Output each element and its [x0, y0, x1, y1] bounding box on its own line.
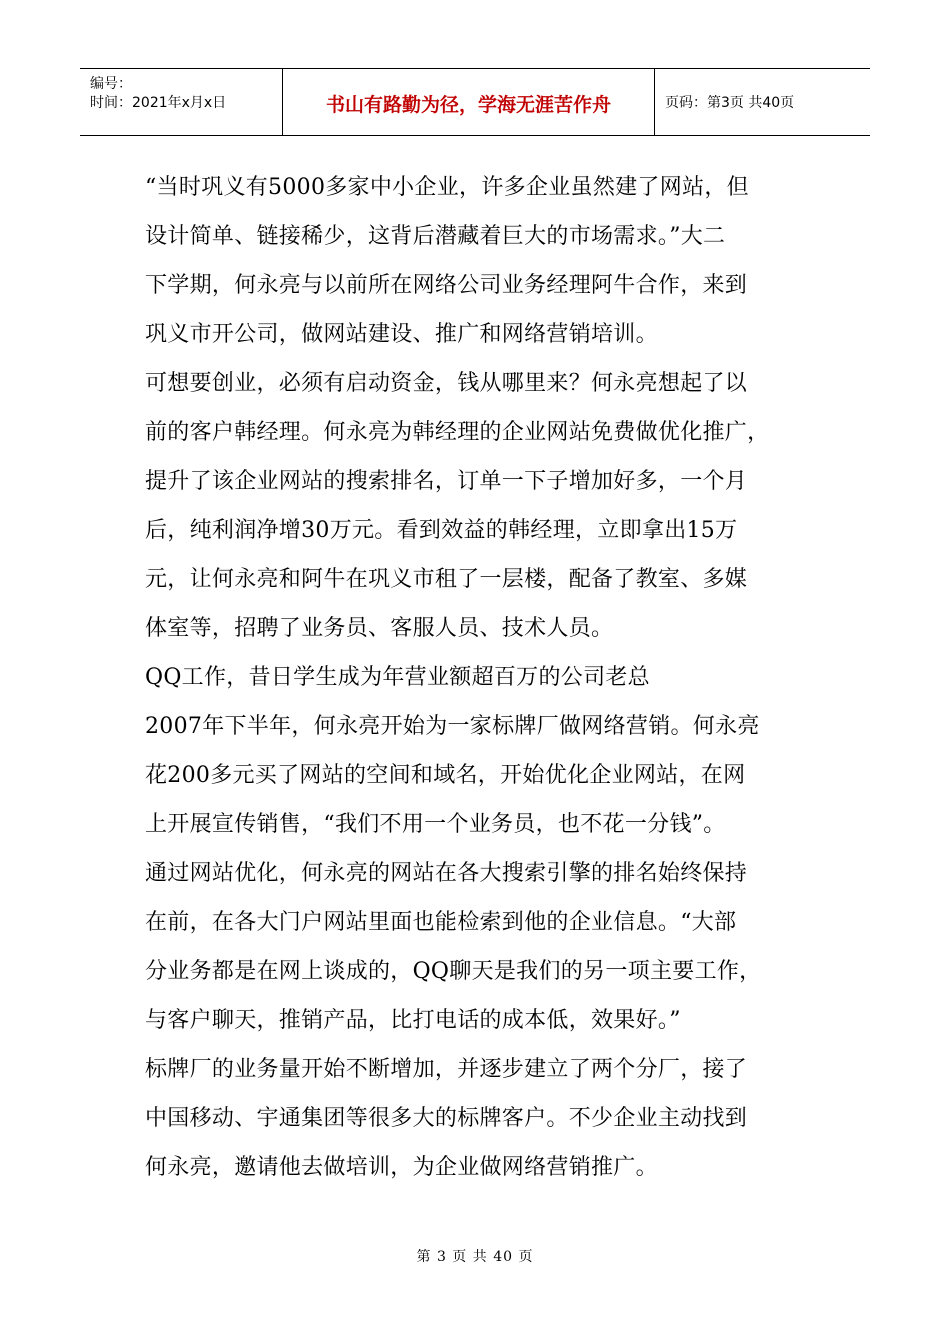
body-line: 设计简单、链接稀少，这背后潜藏着巨大的市场需求。”大二: [145, 224, 726, 249]
body-line: 后，纯利润净增30万元。看到效益的韩经理，立即拿出15万: [145, 518, 738, 543]
body-line: 提升了该企业网站的搜索排名，订单一下子增加好多，一个月: [145, 469, 748, 494]
body-line: 何永亮，邀请他去做培训，为企业做网络营销推广。: [145, 1155, 658, 1180]
body-line: 2007年下半年，何永亮开始为一家标牌厂做网络营销。何永亮: [145, 714, 760, 739]
number-label: 编号：: [90, 76, 132, 92]
date-label: 时间：2021年x月x日: [90, 95, 227, 111]
body-line: 可想要创业，必须有启动资金，钱从哪里来？何永亮想起了以: [145, 371, 748, 396]
body-line: 上开展宣传销售，“我们不用一个业务员，也不花一分钱”。: [145, 812, 726, 837]
header-meta: [80, 69, 283, 135]
body-line: 在前，在各大门户网站里面也能检索到他的企业信息。“大部: [145, 910, 737, 935]
body-line: 中国移动、宇通集团等很多大的标牌客户。不少企业主动找到: [145, 1106, 748, 1131]
page-footer: 第 3 页 共 40 页: [416, 1249, 534, 1265]
body-line: 分业务都是在网上谈成的，QQ聊天是我们的另一项主要工作，: [145, 959, 762, 984]
body-line: 体室等，招聘了业务员、客服人员、技术人员。: [145, 616, 614, 641]
page-header: [80, 68, 870, 136]
body-line: 元，让何永亮和阿牛在巩义市租了一层楼，配备了教室、多媒: [145, 567, 748, 592]
body-line: 与客户聊天，推销产品，比打电话的成本低，效果好。”: [145, 1008, 681, 1033]
body-line: 通过网站优化，何永亮的网站在各大搜索引擎的排名始终保持: [145, 861, 748, 886]
body-line: 下学期，何永亮与以前所在网络公司业务经理阿牛合作，来到: [145, 273, 748, 298]
body-line: 花200多元买了网站的空间和域名，开始优化企业网站，在网: [145, 763, 746, 788]
header-page-number: 页码：第3页 共40页: [665, 95, 795, 111]
body-line: 巩义市开公司，做网站建设、推广和网络营销培训。: [145, 322, 658, 347]
body-line: 标牌厂的业务量开始不断增加，并逐步建立了两个分厂，接了: [145, 1057, 748, 1082]
body-line: “当时巩义有5000多家中小企业，许多企业虽然建了网站，但: [145, 175, 749, 200]
header-motto: 书山有路勤为径，学海无涯苦作舟: [283, 69, 655, 135]
body-line: 前的客户韩经理。何永亮为韩经理的企业网站免费做优化推广，: [145, 420, 770, 445]
document-body: [145, 163, 805, 1192]
section-heading: QQ工作，昔日学生成为年营业额超百万的公司老总: [145, 665, 650, 690]
